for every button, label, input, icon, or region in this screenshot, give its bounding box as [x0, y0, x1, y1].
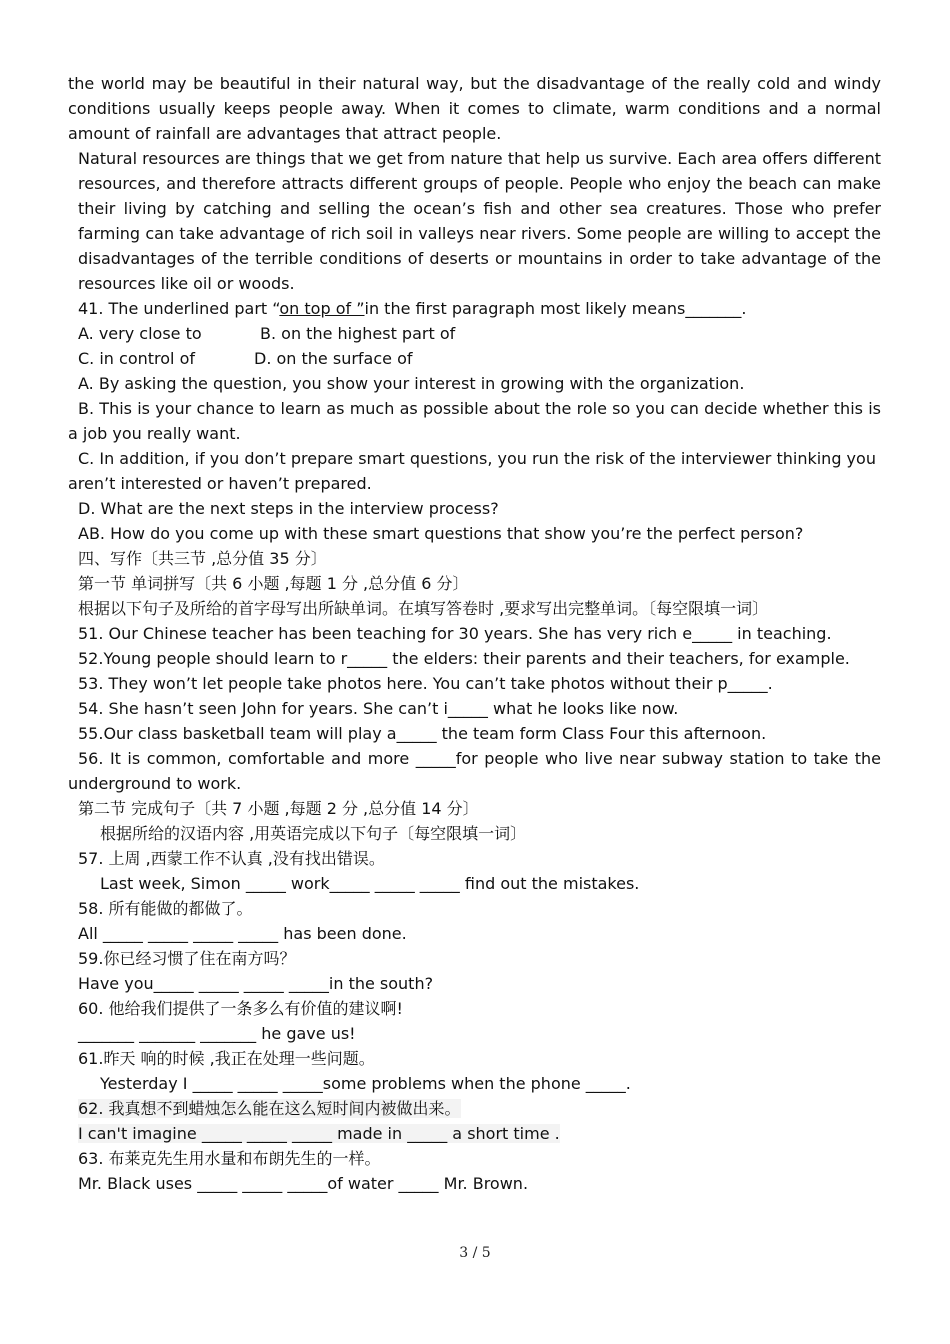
question-41-option-c: C. in control of: [78, 349, 195, 368]
question-41-underlined: on top of ”: [279, 299, 365, 318]
question-62-english: [68, 1121, 881, 1146]
page-content: [68, 71, 881, 1196]
option-ab: AB. How do you come up with these smart questions that show you’re the perfect person?: [78, 524, 804, 543]
question-62-english-text: I can't imagine _____ _____ _____ made in _____ a short time .: [78, 1124, 560, 1143]
question-41-options-ab: [68, 321, 881, 346]
question-55: 55.Our class basketball team will play a_____ the team form Class Four this afternoon.: [78, 724, 767, 743]
passage-paragraph-1: the world may be beautiful in their natural way, but the disadvantage of the really cold and windy conditions usually keeps people away. When it comes to climate, warm conditions and a normal amount of rainfall are advantages that attract people.: [68, 74, 881, 143]
question-41-option-b: B. on the highest part of: [260, 324, 456, 343]
option-b: B. This is your chance to learn as much as possible about the role so you can decide whether this is a job you really want.: [68, 399, 881, 443]
question-41-prefix: 41. The underlined part “: [78, 299, 280, 318]
question-60-chinese: 60. 他给我们提供了一条多么有价值的建议啊!: [78, 999, 403, 1018]
option-a: A. By asking the question, you show your interest in growing with the organization.: [78, 374, 745, 393]
question-51: 51. Our Chinese teacher has been teaching for 30 years. She has very rich e_____ in teaching.: [78, 624, 832, 643]
question-41-suffix: in the first paragraph most likely means_______.: [364, 299, 747, 318]
question-61-english: Yesterday I _____ _____ _____some problems when the phone _____.: [100, 1074, 631, 1093]
question-56: 56. It is common, comfortable and more _____for people who live near subway station to take the underground to work.: [68, 749, 881, 793]
question-41-option-a: A. very close to: [78, 324, 202, 343]
part-1-title: 第一节 单词拼写〔共 6 小题 ,每题 1 分 ,总分值 6 分〕: [78, 574, 469, 593]
page-number: 3 / 5: [459, 1245, 491, 1261]
part-2-title: 第二节 完成句子〔共 7 小题 ,每题 2 分 ,总分值 14 分〕: [78, 799, 479, 818]
part-1-instructions: 根据以下句子及所给的首字母写出所缺单词。在填写答卷时 ,要求写出完整单词。〔每空限填一词〕: [78, 599, 769, 618]
question-58-english: All _____ _____ _____ _____ has been done.: [78, 924, 407, 943]
question-52: 52.Young people should learn to r_____ the elders: their parents and their teachers, for example.: [78, 649, 850, 668]
question-62-chinese-text: 62. 我真想不到蜡烛怎么能在这么短时间内被做出来。: [78, 1099, 461, 1118]
passage-paragraph-2: Natural resources are things that we get from nature that help us survive. Each area offers different resources, and therefore attracts different groups of people. People who enjoy the beach can make their living by catching and selling the ocean’s fish and other sea creatures. Those who prefer farming can take advantage of rich soil in valleys near rivers. Some people are willing to accept the disadvantages of the terrible conditions of deserts or mountains in order to take advantage of the resources like oil or woods.: [78, 149, 881, 293]
question-61-chinese: 61.昨天 响的时候 ,我正在处理一些问题。: [78, 1049, 375, 1068]
question-57-english: Last week, Simon _____ work_____ _____ _____ find out the mistakes.: [100, 874, 640, 893]
question-63-chinese: 63. 布莱克先生用水量和布朗先生的一样。: [78, 1149, 381, 1168]
option-d: D. What are the next steps in the interview process?: [78, 499, 499, 518]
question-62-chinese: [68, 1096, 881, 1121]
question-58-chinese: 58. 所有能做的都做了。: [78, 899, 253, 918]
question-41-options-cd: [68, 346, 881, 371]
question-59-english: Have you_____ _____ _____ _____in the south?: [78, 974, 434, 993]
question-53: 53. They won’t let people take photos here. You can’t take photos without their p_____.: [78, 674, 773, 693]
question-59-chinese: 59.你已经习惯了住在南方吗？: [78, 949, 296, 968]
question-63-english: Mr. Black uses _____ _____ _____of water _____ Mr. Brown.: [78, 1174, 529, 1193]
question-41: [68, 296, 881, 321]
question-57-chinese: 57. 上周 ,西蒙工作不认真 ,没有找出错误。: [78, 849, 385, 868]
part-2-instructions: 根据所给的汉语内容 ,用英语完成以下句子〔每空限填一词〕: [100, 824, 527, 843]
writing-section-title: 四、写作〔共三节 ,总分值 35 分〕: [78, 549, 327, 568]
question-60-english: _______ _______ _______ he gave us!: [78, 1024, 356, 1043]
question-41-option-d: D. on the surface of: [254, 349, 413, 368]
question-54: 54. She hasn’t seen John for years. She can’t i_____ what he looks like now.: [78, 699, 679, 718]
option-c: C. In addition, if you don’t prepare smart questions, you run the risk of the interviewer thinking you aren’t interested or haven’t prepared.: [68, 449, 876, 493]
